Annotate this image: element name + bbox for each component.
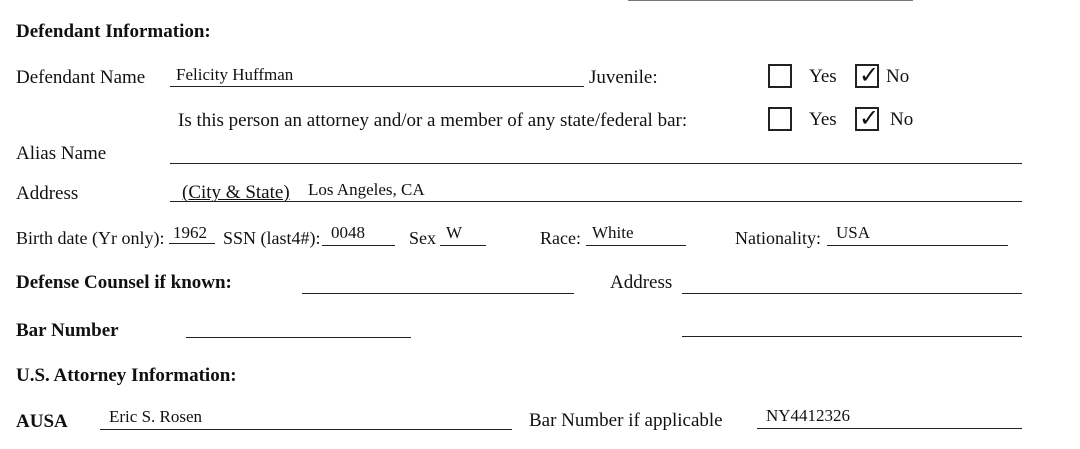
attorney-no-label: No (890, 109, 914, 130)
defendant-heading: Defendant Information: (16, 21, 211, 42)
defendant-name-value[interactable]: Felicity Huffman (176, 65, 294, 84)
us-bar-number-underline (757, 428, 1022, 429)
ssn-value[interactable]: 0048 (331, 223, 365, 242)
top-divider (628, 0, 913, 1)
sex-value[interactable]: W (446, 223, 463, 242)
nationality-label: Nationality: (735, 228, 821, 248)
defense-address-second-line (682, 336, 1022, 337)
nationality-underline (827, 245, 1008, 246)
bar-number-label: Bar Number (16, 320, 119, 341)
race-label: Race: (540, 228, 581, 248)
defense-counsel-underline (302, 293, 574, 294)
sex-label: Sex (409, 228, 436, 248)
birth-date-value[interactable]: 1962 (173, 223, 207, 242)
birth-date-underline (169, 243, 215, 244)
alias-label: Alias Name (16, 143, 107, 164)
checkmark-icon: ✓ (859, 61, 880, 89)
attorney-question: Is this person an attorney and/or a member of any state/federal bar: (178, 110, 688, 131)
us-bar-number-label: Bar Number if applicable (529, 410, 723, 431)
address-hint: (City & State) (182, 182, 290, 203)
attorney-no-checkbox[interactable] (855, 104, 880, 132)
address-value[interactable]: Los Angeles, CA (308, 180, 425, 199)
defense-address-label: Address (610, 272, 673, 293)
address-label: Address (16, 183, 79, 204)
nationality-value[interactable]: USA (836, 223, 871, 242)
defense-counsel-label: Defense Counsel if known: (16, 272, 232, 293)
ausa-underline (100, 429, 512, 430)
race-value[interactable]: White (592, 223, 634, 242)
us-attorney-heading: U.S. Attorney Information: (16, 365, 237, 386)
alias-underline (170, 163, 1022, 164)
ausa-label: AUSA (16, 411, 68, 432)
attorney-yes-checkbox[interactable] (768, 107, 792, 131)
defense-address-underline (682, 293, 1022, 294)
juvenile-label: Juvenile: (589, 67, 658, 88)
ausa-value[interactable]: Eric S. Rosen (109, 407, 203, 426)
juvenile-no-label: No (886, 66, 910, 87)
ssn-label: SSN (last4#): (223, 228, 321, 248)
checkmark-icon: ✓ (859, 104, 880, 132)
sex-underline (440, 245, 486, 246)
ssn-underline (322, 245, 395, 246)
defendant-name-underline (170, 86, 584, 87)
juvenile-no-checkbox[interactable] (855, 61, 880, 89)
bar-number-underline (186, 337, 411, 338)
attorney-yes-label: Yes (809, 109, 837, 130)
us-bar-number-value[interactable]: NY4412326 (766, 406, 851, 425)
race-underline (586, 245, 686, 246)
birth-date-label: Birth date (Yr only): (16, 228, 165, 248)
defendant-name-label: Defendant Name (16, 67, 146, 88)
address-underline (170, 201, 1022, 202)
juvenile-yes-checkbox[interactable] (768, 64, 792, 88)
juvenile-yes-label: Yes (809, 66, 837, 87)
